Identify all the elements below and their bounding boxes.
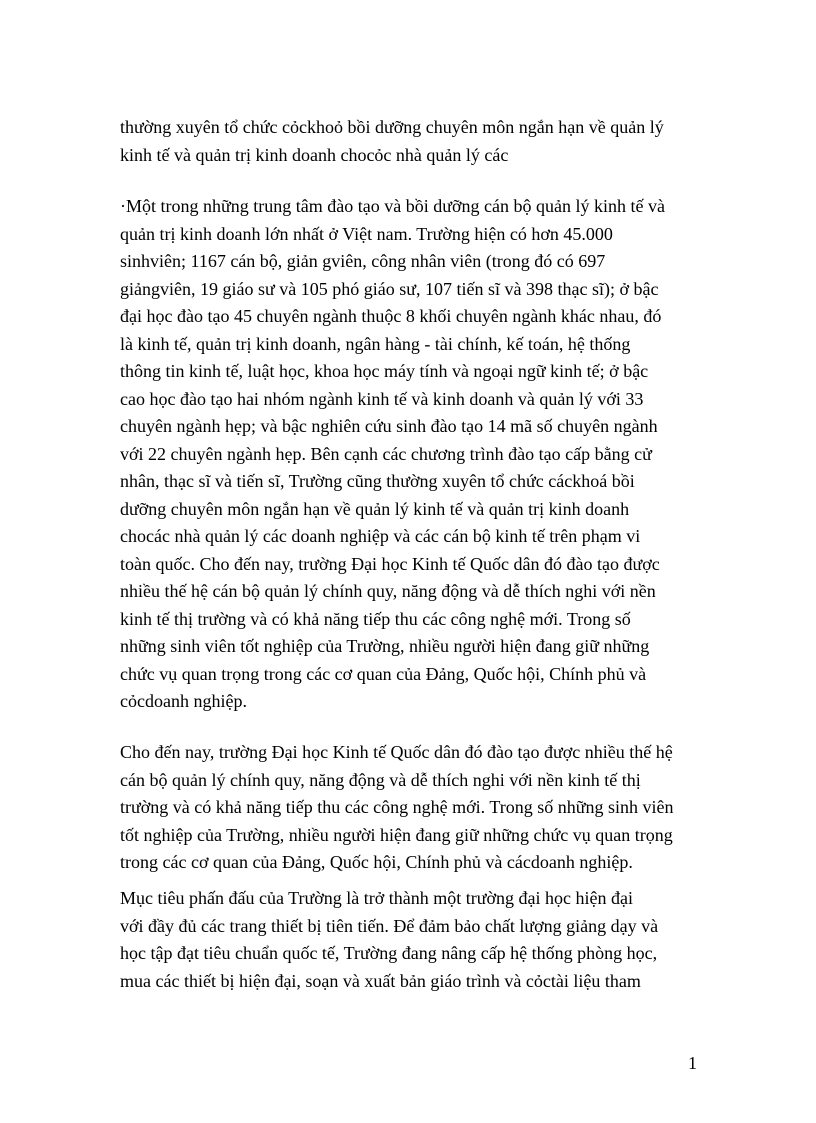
page-number: 1 bbox=[688, 1053, 697, 1073]
paragraph-goals: Mục tiêu phấn đấu của Trường là trở thành một trường đại học hiện đại với đầy đủ các trang thiết bị tiên tiến. Để đảm bảo chất lượng giảng dạy và học tập đạt tiêu chuẩn quốc tế, Trường đang nâng cấp hệ thống phòng học, mua các thiết bị hiện đại, soạn và xuất bản giáo trình và cỏctài liệu tham bbox=[120, 888, 659, 991]
paragraph-continuation: thường xuyên tổ chức cỏckhoỏ bồi dưỡng chuyên môn ngắn hạn về quản lý kinh tế và quản trị kinh doanh chocỏc nhà quản lý các bbox=[120, 117, 664, 165]
paragraph-graduates: Cho đến nay, trường Đại học Kinh tế Quốc dân đó đào tạo được nhiều thế hệ cán bộ quản lý chính quy, năng động và dễ thích nghi với nền kinh tế thị trường và có khả năng tiếp thu các công nghệ mới. Trong số những sinh viên tốt nghiệp của Trường, nhiều người hiện đang giữ những chức vụ quan trọng trong các cơ quan của Đảng, Quốc hội, Chính phủ và cácdoanh nghiệp. bbox=[120, 742, 674, 872]
paragraph-university-overview: ·Một trong những trung tâm đào tạo và bồi dưỡng cán bộ quản lý kinh tế và quản trị kinh doanh lớn nhất ở Việt nam. Trường hiện có hơn 45.000 sinhviên; 1167 cán bộ, giản gviên, công nhân viên (trong đó có 697 giảngviên, 19 giáo sư và 105 phó giáo sư, 107 tiến sĩ và 398 thạc sĩ); ở bậc đại học đào tạo 45 chuyên ngành thuộc 8 khối chuyên ngành khác nhau, đó là kinh tế, quản trị kinh doanh, ngân hàng - tài chính, kế toán, hệ thống thông tin kinh tế, luật học, khoa học máy tính và ngoại ngữ kinh tế; ở bậc cao học đào tạo hai nhóm ngành kinh tế và kinh doanh và quản lý với 33 chuyên ngành hẹp; và bậc nghiên cứu sinh đào tạo 14 mã số chuyên ngành với 22 chuyên ngành hẹp. Bên cạnh các chương trình đào tạo cấp bằng cử nhân, thạc sĩ và tiến sĩ, Trường cũng thường xuyên tổ chức cáckhoá bồi dưỡng chuyên môn ngắn hạn về quản lý kinh tế và quản trị kinh doanh chocác nhà quản lý các doanh nghiệp và các cán bộ kinh tế trên phạm vi toàn quốc. Cho đến nay, trường Đại học Kinh tế Quốc dân đó đào tạo được nhiều thế hệ cán bộ quản lý chính quy, năng động và dễ thích nghi với nền kinh tế thị trường và có khả năng tiếp thu các công nghệ mới. Trong số những sinh viên tốt nghiệp của Trường, nhiều người hiện đang giữ những chức vụ quan trọng trong các cơ quan của Đảng, Quốc hội, Chính phủ và cỏcdoanh nghiệp. bbox=[120, 196, 665, 711]
